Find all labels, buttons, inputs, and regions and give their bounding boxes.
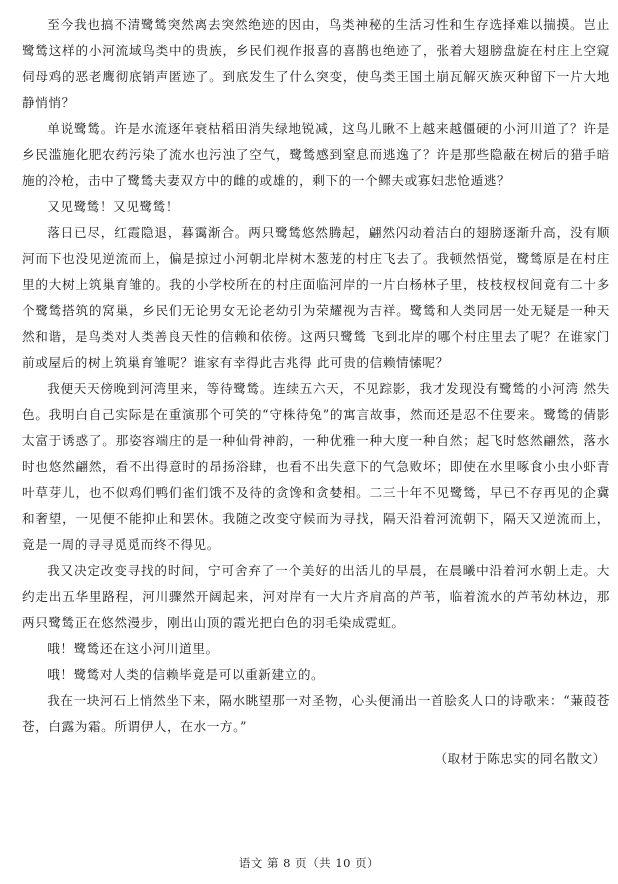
paragraph-8: 哦！鹭鸶对人类的信赖毕竟是可以重新建立的。 xyxy=(47,667,325,682)
paragraph-4: 落日已尽，红霞隐退，暮霭渐合。两只鹭鸶悠然腾起，翩然闪动着洁白的翅膀逐渐升高，没有顺河而下也没见逆流而上，偏是掠过小河朝北岸树木葱茏的村庄飞去了。我顿然悟觉，鹭鸶原是在村庄里的大树上筑巢育雏的。我的小学校所在的村庄面临河岸的一片白杨林子里，枝枝杈杈间竟有二十多个鹭鸶搭筑的窝巢，乡民们无论男女无论老幼引为荣耀视为吉祥。鹭鸶和人类同居一处无疑是一种天然和谐，是鸟类对人类善良天性的信赖和依傍。这两只鹭鸶 飞到北岸的哪个村庄里去了呢？在谁家门前或屋后的树上筑巢育雏呢？谁家有幸得此吉兆得 此可贵的信赖情愫呢？ xyxy=(22,225,610,370)
paragraph-7: 哦！鹭鸶还在这小河川道里。 xyxy=(47,641,219,656)
paragraph-6: 我又决定改变寻找的时间，宁可舍弃了一个美好的出活儿的早晨，在晨曦中沿着河水朝上走。大约走出五华里路程，河川骤然开阔起来，河对岸有一大片齐肩高的芦苇，临着流水的芦苇幼林边，那两只鹭鸶正在悠然漫步，刚出山顶的霞光把白色的羽毛染成霓虹。 xyxy=(22,563,610,630)
paragraph-9: 我在一块河石上悄然坐下来，隔水眺望那一对圣物，心头便涌出一首脍炙人口的诗歌来：“蒹葭苍苍，白露为霜。所谓伊人，在水一方。” xyxy=(22,693,610,734)
source-attribution: （取材于陈忠实的同名散文） xyxy=(434,751,606,766)
paragraph-2: 单说鹭鸶。许是水流逐年衰枯稻田消失绿地锐减，这鸟儿瞅不上越来越僵硬的小河川道了？许是乡民滥施化肥农药污染了流水也污浊了空气，鹭鸶感到窒息而逃逸了？许是那些隐蔽在树后的猎手暗施的冷枪，击中了鹭鸶夫妻双方中的雌的或雄的，剩下的一个鳏夫或寡妇悲怆遁逃？ xyxy=(22,121,610,188)
paragraph-1: 至今我也搞不清鹭鸶突然离去突然绝迹的因由，鸟类神秘的生活习性和生存选择难以揣摸。岂止鹭鸶这样的小河流域鸟类中的贵族，乡民们视作报喜的喜鹊也绝迹了，张着大翅膀盘旋在村庄上空窥伺母鸡的恶老鹰彻底销声匿迹了。到底发生了什么突变，使鸟类王国土崩瓦解灭族灭种留下一片大地静悄悄？ xyxy=(22,17,610,110)
article-body xyxy=(22,12,610,772)
paragraph-3: 又见鹭鸶！又见鹭鸶！ xyxy=(47,199,180,214)
paragraph-5: 我便天天傍晚到河湾里来，等待鹭鸶。连续五六天，不见踪影，我才发现没有鹭鸶的小河湾 然失色。我明白自己实际是在重演那个可笑的“守株待兔”的寓言故事，然而还是忍不住要来。鹭鸶的倩影太富于诱惑了。那姿容端庄的是一种仙骨神韵，一种优雅一种大度一种自然；起飞时悠然翩然，落水时也悠然翩然，看不出得意时的昂扬浴肆，也看不出失意下的气急败坏；即使在水里啄食小虫小虾青叶草芽儿，也不似鸡们鸭们雀们饿不及待的贪馋和贪婪相。二三十年不见鹭鸶，早已不存再见的企冀和奢望，一见便不能抑止和罢休。我随之改变守候而为寻找，隔天沿着河流朝下，隔天又逆流而上，竟是一周的寻寻觅觅而终不得见。 xyxy=(22,381,610,552)
page-footer: 语文 第 8 页（共 10 页） xyxy=(238,856,380,870)
